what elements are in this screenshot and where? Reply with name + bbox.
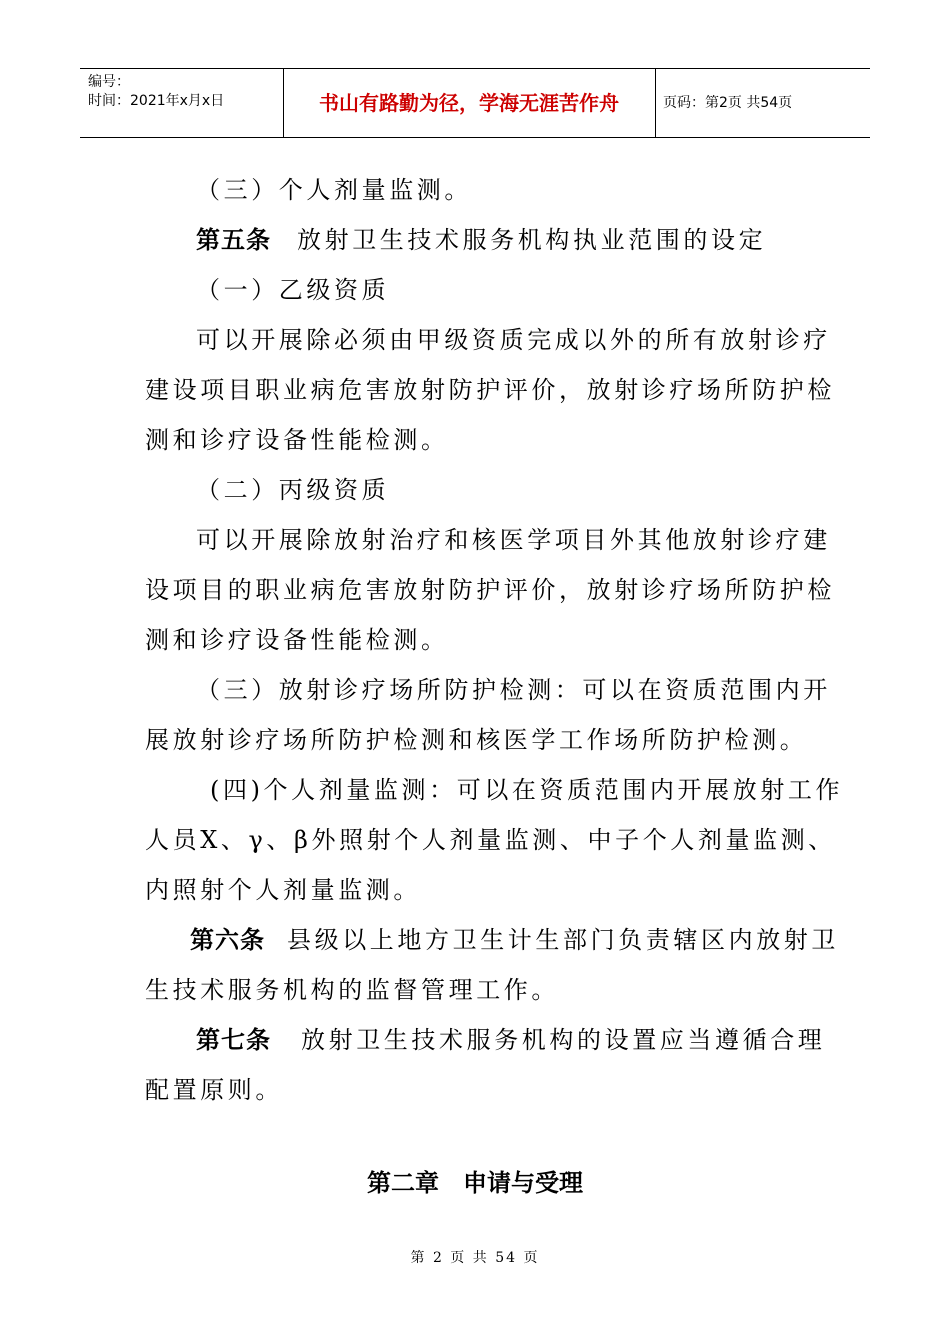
paragraph-line: 设项目的职业病危害放射防护评价，放射诊疗场所防护检 [145, 576, 835, 604]
paragraph-line: （二）丙级资质 [196, 476, 390, 504]
article-title: 第五条 [196, 226, 271, 254]
paragraph-line: 内照射个人剂量监测。 [145, 876, 421, 904]
article-title: 第六条 [190, 926, 265, 954]
paragraph-line: 测和诊疗设备性能检测。 [145, 626, 449, 654]
paragraph-line: （三）个人剂量监测。 [196, 176, 472, 204]
article-text: 县级以上地方卫生计生部门负责辖区内放射卫 [287, 926, 839, 954]
article-text: 放射卫生技术服务机构执业范围的设定 [297, 226, 767, 254]
paragraph-line: 配置原则。 [145, 1076, 283, 1104]
article-title: 第七条 [196, 1026, 271, 1054]
document-number-label: 编号： [88, 74, 130, 90]
header-meta [88, 73, 224, 111]
page-footer: 第 2 页 共 54 页 [410, 1250, 540, 1266]
document-time-label: 时间：2021年x月x日 [88, 93, 225, 109]
paragraph-line: 可以开展除放射治疗和核医学项目外其他放射诊疗建 [196, 526, 831, 554]
paragraph-line: （三）放射诊疗场所防护检测：可以在资质范围内开 [196, 676, 831, 704]
article-text: 放射卫生技术服务机构的设置应当遵循合理 [301, 1026, 826, 1054]
paragraph-line: 测和诊疗设备性能检测。 [145, 426, 449, 454]
paragraph-line: (四)个人剂量监测：可以在资质范围内开展放射工作 [210, 776, 844, 804]
paragraph-line: 人员X、γ、β外照射个人剂量监测、中子个人剂量监测、 [145, 826, 836, 854]
chapter-title: 第二章 申请与受理 [367, 1169, 583, 1197]
article-5 [196, 220, 766, 255]
header-page-info: 页码：第2页 共54页 [663, 95, 793, 111]
header-divider [655, 69, 656, 137]
article-7 [196, 1020, 825, 1055]
paragraph-line: 生技术服务机构的监督管理工作。 [145, 976, 559, 1004]
paragraph-line: 可以开展除必须由甲级资质完成以外的所有放射诊疗 [196, 326, 831, 354]
paragraph-line: 展放射诊疗场所防护检测和核医学工作场所防护检测。 [145, 726, 808, 754]
header-motto: 书山有路勤为径，学海无涯苦作舟 [319, 91, 619, 115]
page-header [80, 68, 870, 138]
article-6 [190, 920, 839, 955]
paragraph-line: 建设项目职业病危害放射防护评价，放射诊疗场所防护检 [145, 376, 835, 404]
paragraph-line: （一）乙级资质 [196, 276, 390, 304]
